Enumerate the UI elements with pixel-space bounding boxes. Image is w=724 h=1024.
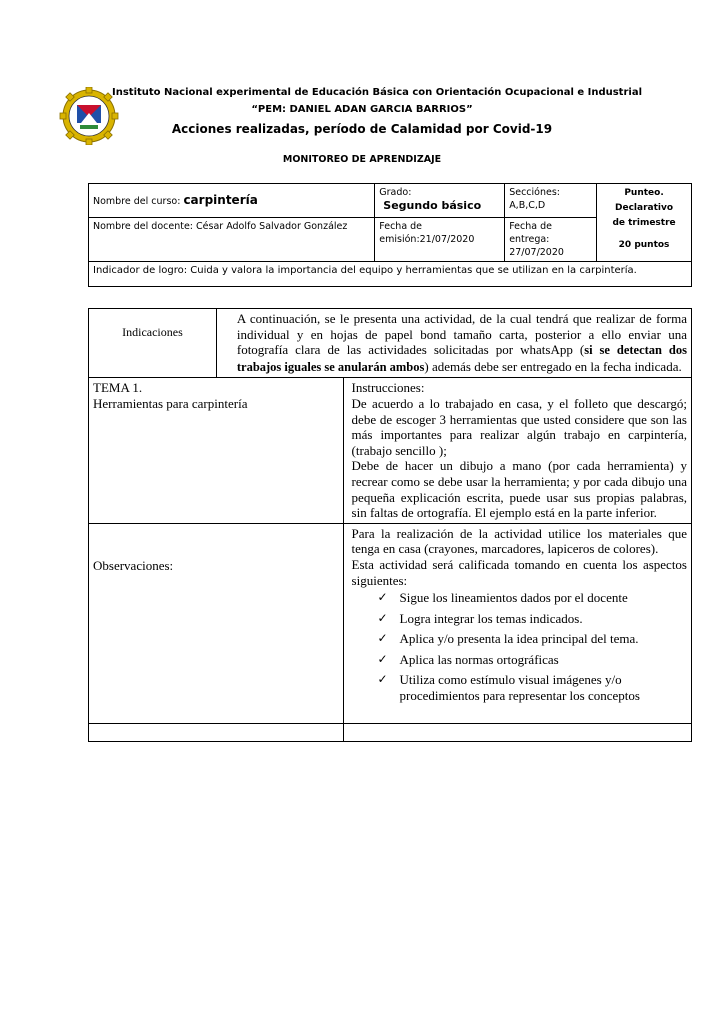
- topic-name: Herramientas para carpintería: [93, 395, 248, 411]
- sections-value: A,B,C,D: [509, 200, 546, 211]
- indications-text-b: ) además debe ser entregado en la fecha indicada.: [424, 358, 682, 374]
- course-label: Nombre del curso:: [93, 195, 184, 207]
- criteria-item: ✓ Aplica y/o presenta la idea principal del tema.: [377, 631, 639, 647]
- instructions-cell: [343, 378, 691, 523]
- grade-cell: [375, 184, 505, 218]
- delivery-value: 27/07/2020: [509, 247, 564, 258]
- course-cell: [89, 184, 375, 218]
- check-icon: ✓: [377, 672, 388, 687]
- delivery-label: Fecha de entrega:: [509, 221, 552, 245]
- instructions-paragraph-2: Debe de hacer un dibujo a mano (por cada herramienta) y recrear como se debe usar la herramienta; y por cada dibujo una pequeña explicación escrita, puede usar sus propias palabras, sin faltas de ortografía. El ejemplo está en la parte inferior.: [351, 458, 687, 521]
- delivery-cell: [505, 218, 597, 262]
- observations-paragraph-1: Para la realización de la actividad utilice los materiales que tenga en casa (crayones, marcadores, lapiceros de colores).: [351, 525, 687, 557]
- score-line-3: de trimestre: [612, 218, 676, 228]
- indicator-cell: [89, 262, 692, 287]
- criteria-item: ✓ Utiliza como estímulo visual imágenes y/o procedimientos para representar los conceptos: [377, 672, 640, 704]
- indications-text-a: A continuación, se le presenta una actividad, de la cual tendrá que realizar de forma individual y en hojas de papel bond tamaño carta, posterior a ello enviar una fotografía clara de las actividades solicitadas por whatsApp (: [236, 311, 687, 358]
- indications-label: Indicaciones: [122, 325, 183, 339]
- section-title: MONITOREO DE APRENDIZAJE: [282, 154, 442, 165]
- observations-paragraph-2: Esta actividad será calificada tomando en cuenta los aspectos siguientes:: [351, 556, 687, 588]
- instructions-paragraph-1: De acuerdo a lo trabajado en casa, y el folleto que descargó; debe de escoger 3 herramientas que usted considere que son las más importantes para realizar algún trabajo en carpintería, (trabajo sencillo );: [351, 395, 687, 458]
- criteria-list: [352, 590, 687, 704]
- observations-label-cell: [89, 523, 344, 723]
- score-value: 20 puntos: [618, 240, 670, 250]
- instructions-label: Instrucciones:: [351, 380, 425, 396]
- empty-cell-left: [89, 723, 344, 741]
- indications-label-cell: [89, 309, 217, 378]
- indications-text-cell: [216, 309, 691, 378]
- emission-value: emisión:21/07/2020: [379, 234, 475, 245]
- activity-table: [88, 308, 692, 742]
- criteria-item: ✓ Sigue los lineamientos dados por el docente: [377, 590, 628, 606]
- school-name: “PEM: DANIEL ADAN GARCIA BARRIOS”: [251, 104, 473, 115]
- check-icon: ✓: [377, 631, 388, 646]
- observations-cell: [343, 523, 691, 723]
- score-line-1: Punteo.: [624, 188, 664, 198]
- sections-cell: [505, 184, 597, 218]
- emission-cell: [375, 218, 505, 262]
- teacher-label: Nombre del docente: César Adolfo Salvador González: [93, 221, 348, 232]
- observations-label: Observaciones:: [93, 557, 174, 573]
- check-icon: ✓: [377, 651, 388, 666]
- check-icon: ✓: [377, 590, 388, 605]
- criteria-item: ✓ Aplica las normas ortográficas: [377, 651, 559, 667]
- grade-value: Segundo básico: [383, 199, 482, 212]
- indicator-text: Indicador de logro: Cuida y valora la importancia del equipo y herramientas que se utilizan en la carpintería.: [93, 265, 637, 276]
- page-subtitle: Acciones realizadas, período de Calamidad por Covid-19: [171, 122, 553, 136]
- topic-number: TEMA 1.: [93, 380, 143, 396]
- emission-label: Fecha de: [379, 221, 423, 232]
- course-value: carpintería: [183, 192, 258, 207]
- criteria-item: ✓ Logra integrar los temas indicados.: [377, 610, 583, 626]
- grade-label: Grado:: [379, 187, 412, 198]
- check-icon: ✓: [377, 610, 388, 625]
- sections-label: Secciónes:: [509, 187, 560, 198]
- indications-warning: si se detectan dos trabajos iguales se anularán ambos: [236, 343, 687, 374]
- topic-cell: [89, 378, 344, 523]
- course-info-table: [88, 183, 692, 287]
- institution-name: Instituto Nacional experimental de Educación Básica con Orientación Ocupacional e Industrial: [112, 87, 642, 98]
- score-line-2: Declarativo: [615, 203, 674, 213]
- teacher-cell: [89, 218, 375, 262]
- empty-cell-right: [343, 723, 691, 741]
- score-cell: [597, 184, 692, 262]
